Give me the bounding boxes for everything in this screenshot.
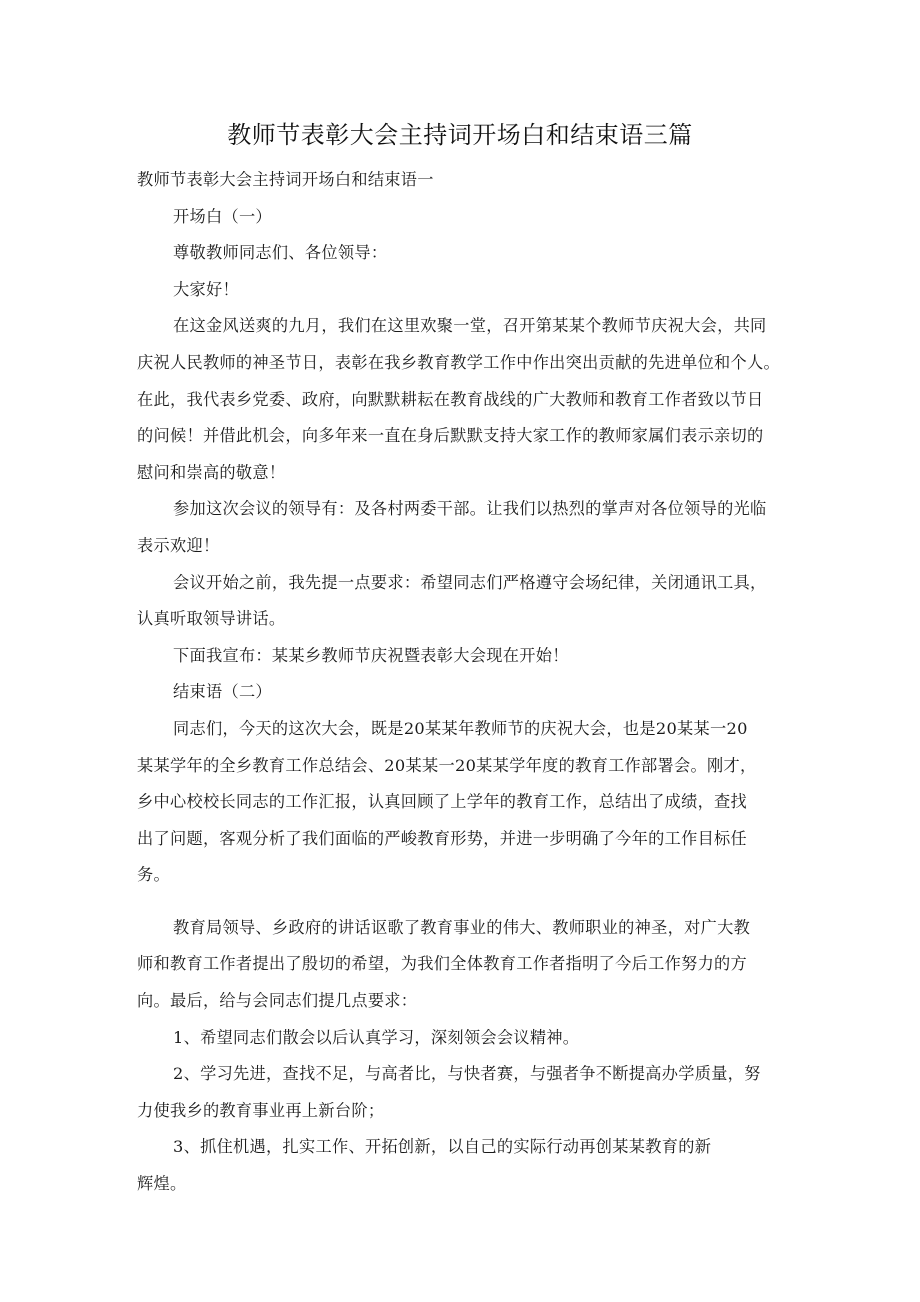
paragraph-line: 庆祝人民教师的神圣节日，表彰在我乡教育教学工作中作出突出贡献的先进单位和个人。 (137, 352, 781, 372)
paragraph-line: 出了问题，客观分析了我们面临的严峻教育形势，并进一步明确了今年的工作目标任 (137, 828, 748, 848)
closing-heading: 结束语（二） (173, 682, 272, 702)
paragraph-speeches (137, 910, 787, 1020)
paragraph-line: 在此，我代表乡党委、政府，向默默耕耘在教育战线的广大教师和教育工作者致以节日 (137, 389, 764, 409)
salutation: 尊敬教师同志们、各位领导： (173, 243, 388, 263)
paragraph-line: 在这金风送爽的九月，我们在这里欢聚一堂，召开第某某个教师节庆祝大会，共同 (173, 316, 767, 336)
list-item-1: 1、希望同志们散会以后认真学习，深刻领会会议精神。 (173, 1027, 580, 1047)
document-title: 教师节表彰大会主持词开场白和结束语三篇 (227, 121, 693, 149)
paragraph-announcement: 下面我宣布：某某乡教师节庆祝暨表彰大会现在开始！ (173, 645, 569, 665)
paragraph-line: 辉煌。 (137, 1174, 187, 1194)
paragraph-line: 认真听取领导讲话。 (137, 609, 286, 629)
paragraph-line: 向。最后，给与会同志们提几点要求： (137, 991, 418, 1011)
paragraph-closing-summary (137, 711, 787, 894)
paragraph-leaders (137, 491, 787, 564)
paragraph-welcome (137, 308, 787, 491)
paragraph-line: 的问候！并借此机会，向多年来一直在身后默默支持大家工作的教师家属们表示亲切的 (137, 426, 764, 446)
greeting: 大家好！ (173, 279, 239, 299)
paragraph-line: 慰问和崇高的敬意！ (137, 462, 286, 482)
list-item-3 (137, 1129, 787, 1202)
paragraph-line: 参加这次会议的领导有：及各村两委干部。让我们以热烈的掌声对各位领导的光临 (173, 499, 767, 519)
paragraph-line: 表示欢迎！ (137, 535, 220, 555)
list-item-2 (137, 1056, 787, 1129)
paragraph-line: 某某学年的全乡教育工作总结会、20某某一20某某学年度的教育工作部署会。刚才， (137, 755, 757, 775)
paragraph-line: 教育局领导、乡政府的讲话讴歌了教育事业的伟大、教师职业的神圣，对广大教 (173, 917, 751, 937)
paragraph-line: 同志们，今天的这次大会，既是20某某年教师节的庆祝大会，也是20某某一20 (173, 718, 748, 738)
paragraph-line: 乡中心校校长同志的工作汇报，认真回顾了上学年的教育工作，总结出了成绩，查找 (137, 792, 748, 812)
paragraph-line: 师和教育工作者提出了殷切的希望，为我们全体教育工作者指明了今后工作努力的方 (137, 954, 748, 974)
paragraph-requirements (137, 565, 787, 638)
paragraph-line: 会议开始之前，我先提一点要求：希望同志们严格遵守会场纪律，关闭通讯工具， (173, 572, 767, 592)
paragraph-line: 3、抓住机遇，扎实工作、开拓创新，以自己的实际行动再创某某教育的新 (173, 1137, 712, 1157)
paragraph-line: 力使我乡的教育事业再上新台阶； (137, 1100, 385, 1120)
opening-heading: 开场白（一） (173, 206, 272, 226)
section-subtitle: 教师节表彰大会主持词开场白和结束语一 (137, 170, 434, 189)
paragraph-line: 务。 (137, 865, 170, 885)
document-body (137, 162, 787, 1203)
spacer (137, 894, 787, 910)
paragraph-line: 2、学习先进，查找不足，与高者比，与快者赛，与强者争不断提高办学质量，努 (173, 1064, 761, 1084)
